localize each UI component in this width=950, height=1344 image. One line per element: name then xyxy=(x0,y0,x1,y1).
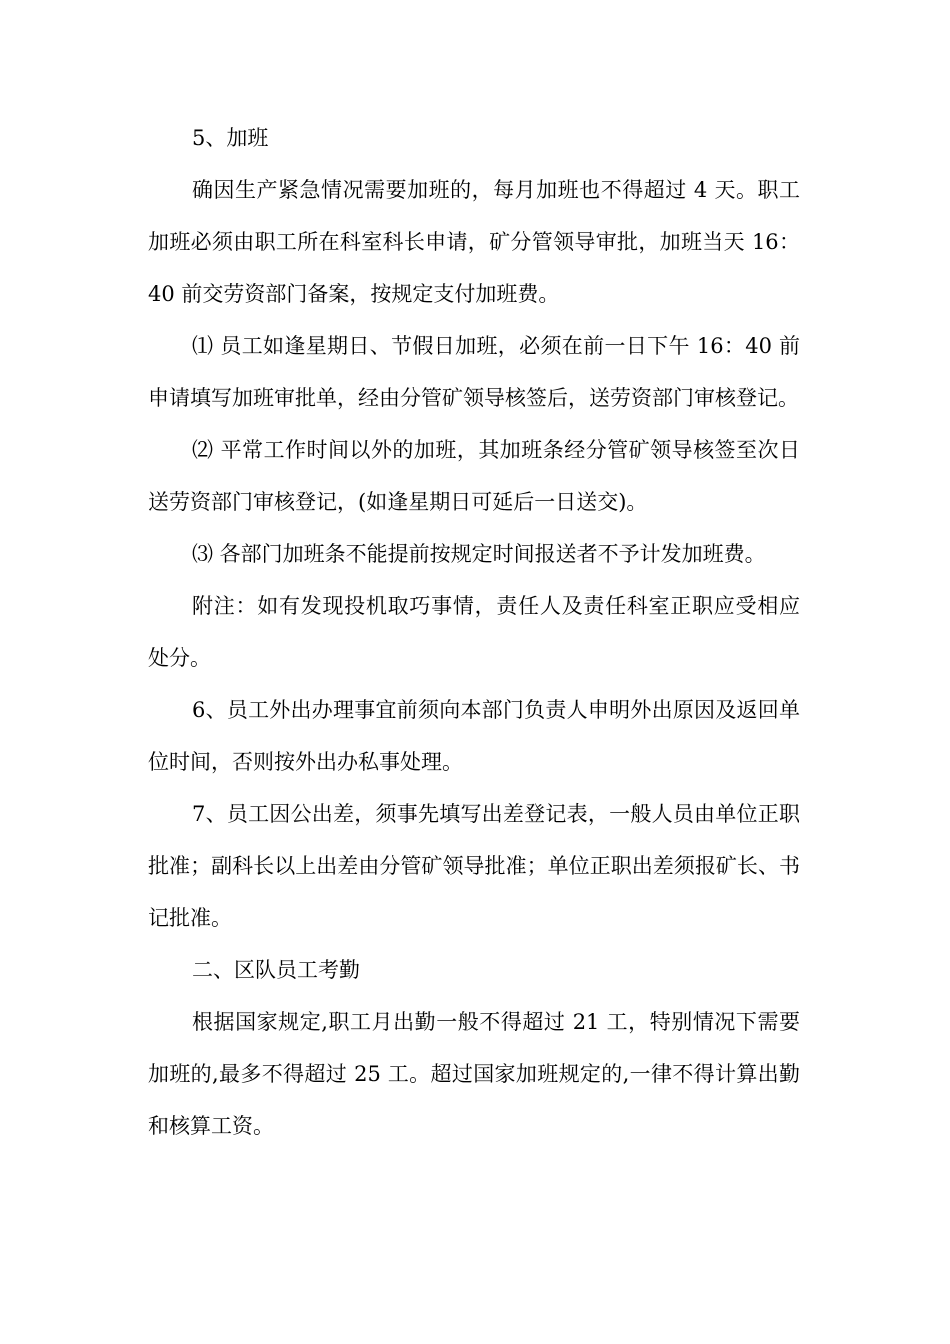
paragraph-attendance-rule: 根据国家规定,职工月出勤一般不得超过 21 工，特别情况下需要加班的,最多不得超过 25 工。超过国家加班规定的,一律不得计算出勤和核算工资。 xyxy=(148,1010,800,1138)
paragraph-item-7: 7、员工因公出差，须事先填写出差登记表，一般人员由单位正职批准；副科长以上出差由分管矿领导批准；单位正职出差须报矿长、书记批准。 xyxy=(148,802,800,930)
paragraph-overtime-rule: 确因生产紧急情况需要加班的，每月加班也不得超过 4 天。职工加班必须由职工所在科室科长申请，矿分管领导审批，加班当天 16：40 前交劳资部门备案，按规定支付加班费。 xyxy=(148,178,800,306)
paragraph-overtime-item-2: ⑵ 平常工作时间以外的加班，其加班条经分管矿领导核签至次日送劳资部门审核登记，(如逢星期日可延后一日送交)。 xyxy=(148,438,800,514)
document-body xyxy=(148,112,800,1152)
paragraph-overtime-item-1: ⑴ 员工如逢星期日、节假日加班，必须在前一日下午 16：40 前申请填写加班审批单，经由分管矿领导核签后，送劳资部门审核登记。 xyxy=(148,334,800,410)
section-heading-overtime: 5、加班 xyxy=(192,126,269,150)
paragraph-overtime-item-3: ⑶ 各部门加班条不能提前按规定时间报送者不予计发加班费。 xyxy=(192,542,766,566)
section-heading-attendance: 二、区队员工考勤 xyxy=(192,958,360,982)
paragraph-note: 附注：如有发现投机取巧事情，责任人及责任科室正职应受相应处分。 xyxy=(148,594,800,670)
paragraph-item-6: 6、员工外出办理事宜前须向本部门负责人申明外出原因及返回单位时间，否则按外出办私事处理。 xyxy=(148,698,800,774)
